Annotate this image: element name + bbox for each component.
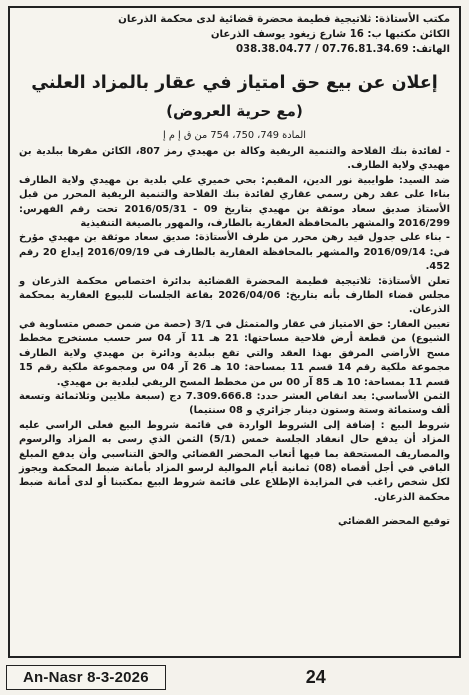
legal-notice xyxy=(8,6,461,658)
office-phone xyxy=(19,42,450,57)
legal-articles: المادة 749، 750، 754 من ق إ م إ xyxy=(162,130,307,141)
office-header xyxy=(19,12,450,57)
property-paragraph: تعيين العقار: حق الامتياز في عقار والمتمثل في 3/1 (حصة من ضمن حصص متساوية في الشيوع) من قطعة أرض فلاحية مساحتها: 21 هـ 11 آر 04 سر حسب مستخرج مخطط مسح الأراضي المرفق بهذا العقد والتي تقع ببلدية ودائرة بن مهيدي ولاية الطارف مجموعة ملكية رقم 14 قسم 11 بمساحة: 10 هـ 26 آر 04 س ومجموعة ملكية رقم 15 قسم 11 بمساحة: 10 هـ 85 آر 00 س من مخطط المسح الريفي لبلدية بن مهيدي. xyxy=(19,318,450,388)
office-address: الكائن مكتبها ب: 16 شارع زيغود يوسف الذرعان xyxy=(210,29,450,40)
sale-conditions-paragraph: شروط البيع : إضافة إلى الشروط الواردة في قائمة شروط البيع فعلى الراسي عليه المزاد أن يدفع حال انعقاد الجلسة خمس (5/1) الثمن الذي رسى به المزاد والرسوم والمصاريف المستحقة بما فيها أتعاب المحضر القضائي والحق التناسبي وأن يدفع المبلغ الباقي في أجل أقصاه (08) ثمانية أيام الموالية لرسو المزاد بأمانة ضبط المحكمة ويجوز لكل شخص راغب في المزايدة الإطلاع على قائمة شروط البيع بمكتبنا أو لدى أمانة ضبط محكمة الذرعان. xyxy=(19,419,450,503)
notice-title: إعلان عن بيع حق امتياز في عقار بالمزاد العلني xyxy=(31,73,438,93)
signature-line: توقيع المحضر القضائي xyxy=(337,516,450,528)
page-footer xyxy=(6,662,463,692)
debtor-paragraph: ضد السيد: طوايبية نور الدين، المقيم: بحي خميري علي بلدية بن مهيدي ولاية الطارف بناءا على عقد رهن رسمي عقاري لفائدة بنك الفلاحة والتنمية الريفية المحرر من قبل الأستاذ صديق سعاد موثقة بن مهيدي بتاريخ 09 - 2016/05/31 تحت رقم الفهرس: 2016/299 والمشهر بالمحافظة العقارية بالطارف، والمهور بالصيغة التنفيذية xyxy=(19,174,450,230)
phone-numbers: 038.38.04.77 / 07.76.81.34.69 xyxy=(235,44,409,55)
mortgage-paragraph: - بناء على جدول قيد رهن محرر من طرف الأستاذة: صديق سعاد موثقة بن مهيدي مؤرخ في: 2016/09/14 والمشهر بالمحافظة العقارية بالطارف في 2016/09/19 إيداع 20 رقم 452. xyxy=(19,232,450,273)
page-number: 24 xyxy=(305,666,326,687)
notice-subtitle: (مع حرية العروض) xyxy=(166,102,303,120)
newspaper-date: An-Nasr 8-3-2026 xyxy=(6,665,166,690)
office-name: مكتب الأستاذة: ثلاتيجية فطيمة محضرة قضائية لدى محكمة الذرعان xyxy=(118,14,450,25)
announcement-paragraph: تعلن الأستاذة: ثلاتيجية فطيمة المحضرة القضائية بدائرة اختصاص محكمة الذرعان و مجلس قضاء الطارف بأنه بتاريخ: 2026/04/06 بقاعة الجلسات للبيوع العقارية بمحكمة الذرعان. xyxy=(19,275,450,316)
base-price-paragraph: الثمن الأساسي: بعد انقاص العشر حدد: 7.309.666.8 دج (سبعة ملايين وثلاثمائة وتسعة ألف وستمائة وستة وستون دينار جزائري و 08 سنتيما) xyxy=(19,390,450,417)
phone-label: الهاتف: xyxy=(412,44,450,55)
creditor-paragraph: - لفائدة بنك الفلاحة والتنمية الريفية وكالة بن مهيدي رمز 807، الكائن مقرها ببلدية بن مهيدي ولاية الطارف. xyxy=(19,146,450,172)
